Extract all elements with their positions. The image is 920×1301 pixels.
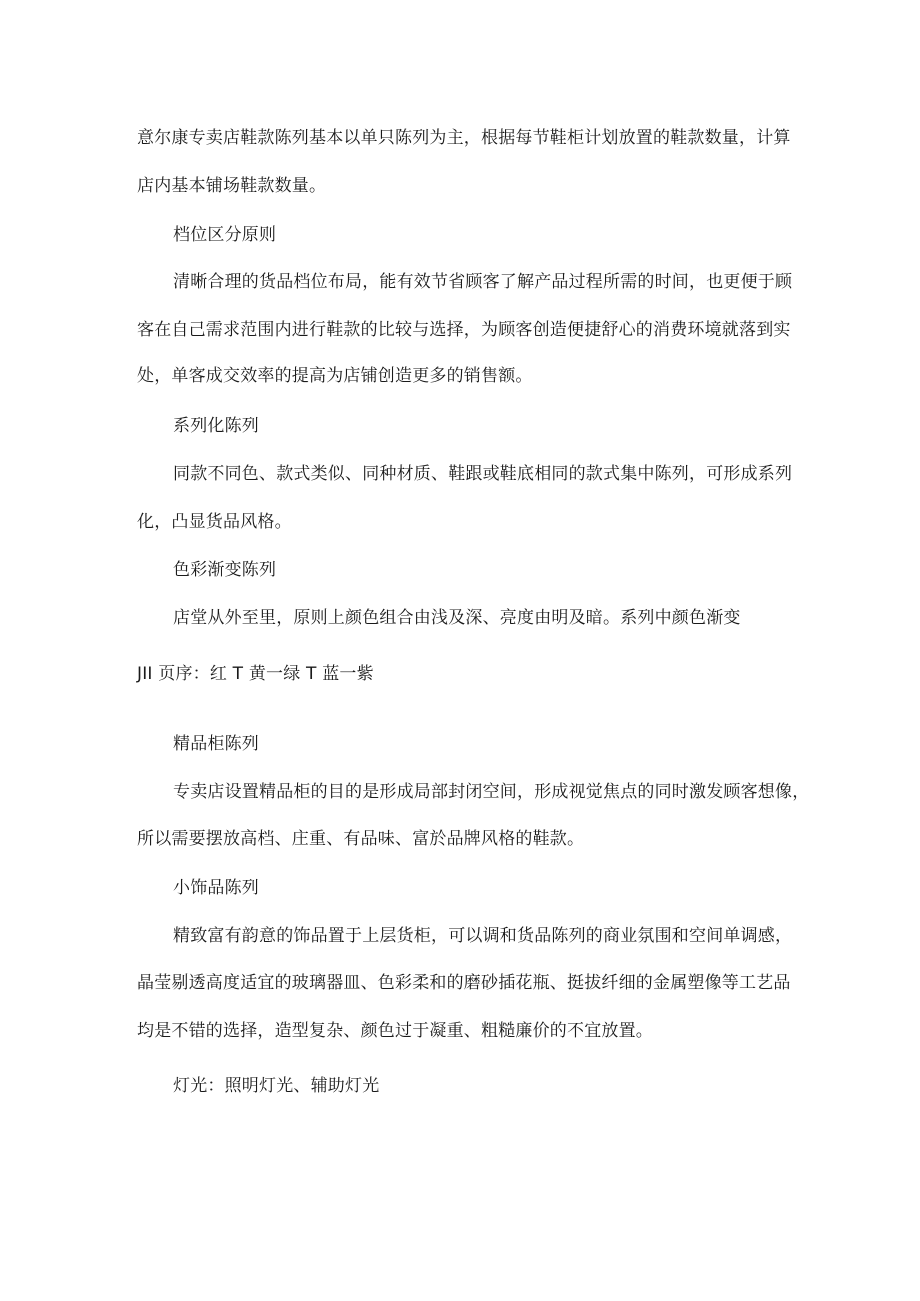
paragraph-line: 客在自己需求范围内进行鞋款的比较与选择，为顾客创造便捷舒心的消费环境就落到实 bbox=[137, 320, 791, 340]
paragraph-line: 精致富有韵意的饰品置于上层货柜，可以调和货品陈列的商业氛围和空间单调感， bbox=[173, 926, 793, 946]
paragraph-line: 化，凸显货品风格。 bbox=[137, 512, 292, 532]
section-heading: 小饰品陈列 bbox=[173, 878, 259, 898]
section-heading: 档位区分原则 bbox=[173, 225, 277, 245]
section-heading: 灯光：照明灯光、辅助灯光 bbox=[173, 1076, 380, 1096]
paragraph-line: 所以需要摆放高档、庄重、有品味、富於品牌风格的鞋款。 bbox=[137, 829, 585, 849]
paragraph-line: JII 页序：红 T 黄一绿 T 蓝一紫 bbox=[137, 664, 374, 684]
section-heading: 色彩渐变陈列 bbox=[173, 560, 277, 580]
section-heading: 精品柜陈列 bbox=[173, 734, 259, 754]
paragraph-line: 清晰合理的货品档位布局，能有效节省顾客了解产品过程所需的时间，也更便于顾 bbox=[173, 272, 793, 292]
paragraph-line: 意尔康专卖店鞋款陈列基本以单只陈列为主，根据每节鞋柜计划放置的鞋款数量，计算 bbox=[137, 128, 791, 148]
paragraph-line: 处，单客成交效率的提高为店铺创造更多的销售额。 bbox=[137, 366, 533, 386]
paragraph-line: 均是不错的选择，造型复杂、颜色过于凝重、粗糙廉价的不宜放置。 bbox=[137, 1021, 653, 1041]
paragraph-line: 同款不同色、款式类似、同种材质、鞋跟或鞋底相同的款式集中陈列，可形成系列 bbox=[173, 464, 793, 484]
paragraph-line: 店堂从外至里，原则上颜色组合由浅及深、亮度由明及暗。系列中颜色渐变 bbox=[173, 608, 741, 628]
paragraph-line: 专卖店设置精品柜的目的是形成局部封闭空间，形成视觉焦点的同时激发顾客想像， bbox=[173, 782, 810, 802]
section-heading: 系列化陈列 bbox=[173, 416, 259, 436]
paragraph-line: 晶莹剔透高度适宜的玻璃器皿、色彩柔和的磨砂插花瓶、挺拔纤细的金属塑像等工艺品 bbox=[137, 973, 791, 993]
paragraph-line: 店内基本铺场鞋款数量。 bbox=[137, 176, 327, 196]
